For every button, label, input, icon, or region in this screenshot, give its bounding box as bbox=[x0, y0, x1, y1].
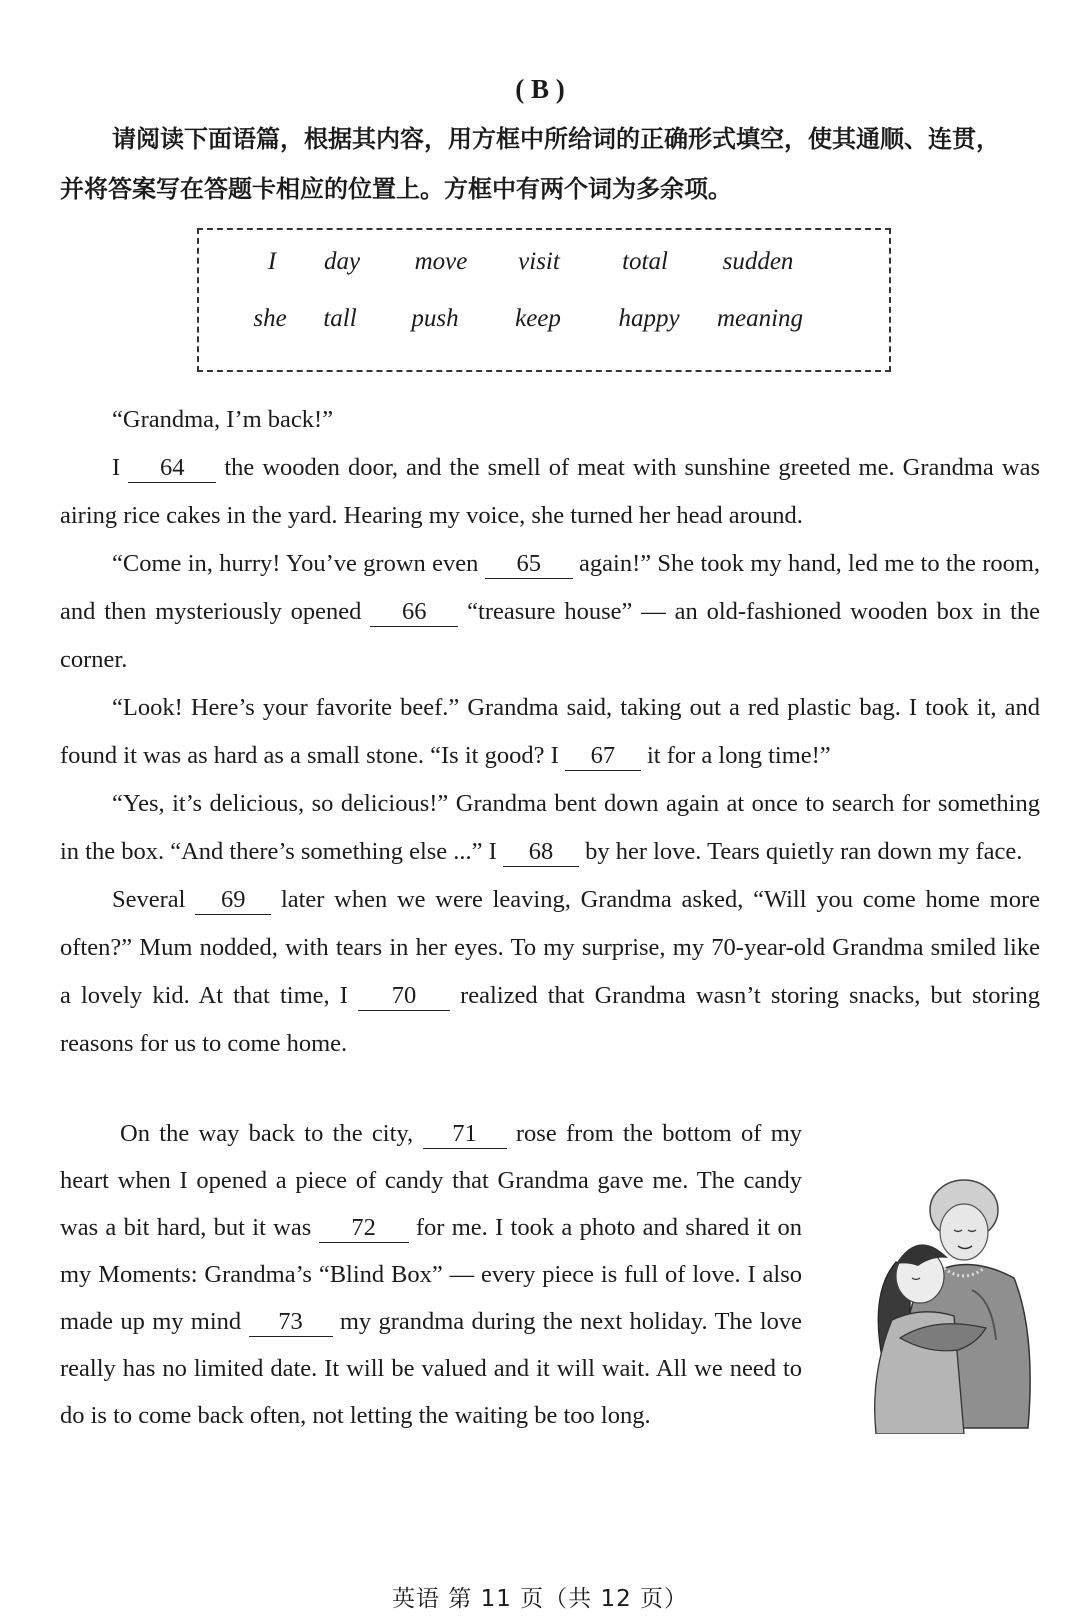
word-option: total bbox=[622, 248, 668, 275]
word-option: she bbox=[253, 305, 287, 332]
text-run: and found it was as hard as a small stone. “Is it good? I bbox=[60, 694, 1041, 769]
word-option: meaning bbox=[716, 305, 804, 332]
blank-66[interactable]: 66 bbox=[370, 599, 458, 627]
text-run: often?” Mum nodded, with tears in her eyes. To my surprise, my 70-year-old Grandma smiled bbox=[60, 934, 997, 961]
text-run: On the way back to the city, bbox=[120, 1120, 414, 1147]
instruction-line: 并将答案写在答题卡相应的位置上。方框中有两个词为多余项。 bbox=[60, 175, 732, 203]
text-run: “Come in, hurry! You’ve grown even bbox=[112, 550, 479, 577]
text-run: the next holiday. The love really has no limited date. It will be bbox=[60, 1308, 803, 1382]
text-run: Several bbox=[112, 886, 186, 913]
word-option: tall bbox=[323, 305, 357, 332]
text-run: valued and it will wait. All we need to do is to come back often, not bbox=[60, 1355, 802, 1429]
text-run: like a lovely kid. At that time, I bbox=[60, 934, 1040, 1009]
text-run: storing reasons for us to come home. bbox=[60, 982, 1041, 1057]
text-run: “treasure house” — an old-fashioned wooden bbox=[467, 598, 928, 625]
blank-71[interactable]: 71 bbox=[423, 1121, 507, 1149]
text-run: I bbox=[112, 454, 121, 481]
paragraph bbox=[60, 396, 1040, 444]
word-option: move bbox=[414, 248, 468, 275]
text-run: again!” She took my hand, led me to the bbox=[579, 550, 976, 577]
blank-70[interactable]: 70 bbox=[358, 983, 450, 1011]
paragraph bbox=[60, 876, 1040, 1068]
text-run: room, and then mysteriously opened bbox=[60, 550, 1041, 625]
word-option: visit bbox=[518, 248, 560, 275]
text-run: down my face. bbox=[877, 838, 1023, 865]
paragraph bbox=[60, 1110, 802, 1439]
text-run: rose from the bottom of bbox=[515, 1120, 762, 1147]
blank-72[interactable]: 72 bbox=[319, 1215, 409, 1243]
paragraph bbox=[60, 444, 1040, 540]
text-run: later when we were leaving, Grandma asked, “Will you come home more bbox=[280, 886, 1041, 913]
paragraph bbox=[60, 684, 1040, 780]
word-option: keep bbox=[515, 305, 561, 332]
text-run: it for a long time!” bbox=[646, 742, 831, 769]
section-heading: ( B ) bbox=[515, 74, 565, 104]
paragraph-final bbox=[60, 1110, 802, 1439]
text-run: letting the waiting be too long. bbox=[349, 1402, 651, 1429]
word-box bbox=[197, 228, 891, 372]
text-run: “Look! Here’s your favorite beef.” Grandma said, taking out a red plastic bag. I took it, bbox=[112, 694, 997, 721]
text-run: the wooden door, and the smell of meat with sunshine greeted me. Grandma bbox=[224, 454, 994, 481]
word-option: I bbox=[267, 248, 277, 275]
blank-68[interactable]: 68 bbox=[503, 839, 579, 867]
word-option: happy bbox=[618, 305, 680, 332]
text-run: realized that Grandma wasn’t storing snacks, but bbox=[460, 982, 962, 1009]
word-option: sudden bbox=[722, 248, 794, 275]
text-run: shared it on my Moments: Grandma’s “Blind Box” — every piece bbox=[60, 1214, 803, 1288]
dialogue-line: “Grandma, I’m back!” bbox=[112, 406, 334, 433]
blank-69[interactable]: 69 bbox=[195, 887, 271, 915]
grandma-hugging-girl-illustration bbox=[852, 1170, 1044, 1434]
text-run: box in the corner. bbox=[60, 598, 1041, 673]
text-run: was airing rice cakes in the yard. Hearing my voice, she turned her head around. bbox=[60, 454, 1040, 529]
text-run: is full of love. I also made up my mind bbox=[60, 1261, 803, 1335]
text-run: candy was a bit hard, but it was bbox=[60, 1167, 803, 1241]
word-option: push bbox=[411, 305, 459, 332]
blank-64[interactable]: 64 bbox=[128, 455, 216, 483]
text-run: “Yes, it’s delicious, so delicious!” Grandma bent down again at once to search for bbox=[112, 790, 931, 817]
blank-67[interactable]: 67 bbox=[565, 743, 641, 771]
text-run: my heart when I opened a piece of candy that Grandma gave me. The bbox=[60, 1120, 803, 1194]
passage bbox=[60, 396, 1040, 1068]
text-run: something in the box. “And there’s something else ...” I bbox=[60, 790, 1040, 865]
page-footer: 英语 第 11 页（共 12 页） bbox=[391, 1586, 689, 1612]
paragraph bbox=[60, 780, 1040, 876]
paragraph bbox=[60, 540, 1040, 684]
blank-65[interactable]: 65 bbox=[485, 551, 573, 579]
word-option: day bbox=[323, 248, 361, 275]
instruction-line: 请阅读下面语篇，根据其内容，用方框中所给词的正确形式填空，使其通顺、连贯， bbox=[112, 125, 1000, 153]
instructions bbox=[60, 114, 1015, 214]
text-run: by her love. Tears quietly ran bbox=[585, 838, 872, 865]
blank-73[interactable]: 73 bbox=[249, 1309, 333, 1337]
text-run: for me. I took a photo and bbox=[415, 1214, 679, 1241]
text-run: my grandma during bbox=[339, 1308, 536, 1335]
